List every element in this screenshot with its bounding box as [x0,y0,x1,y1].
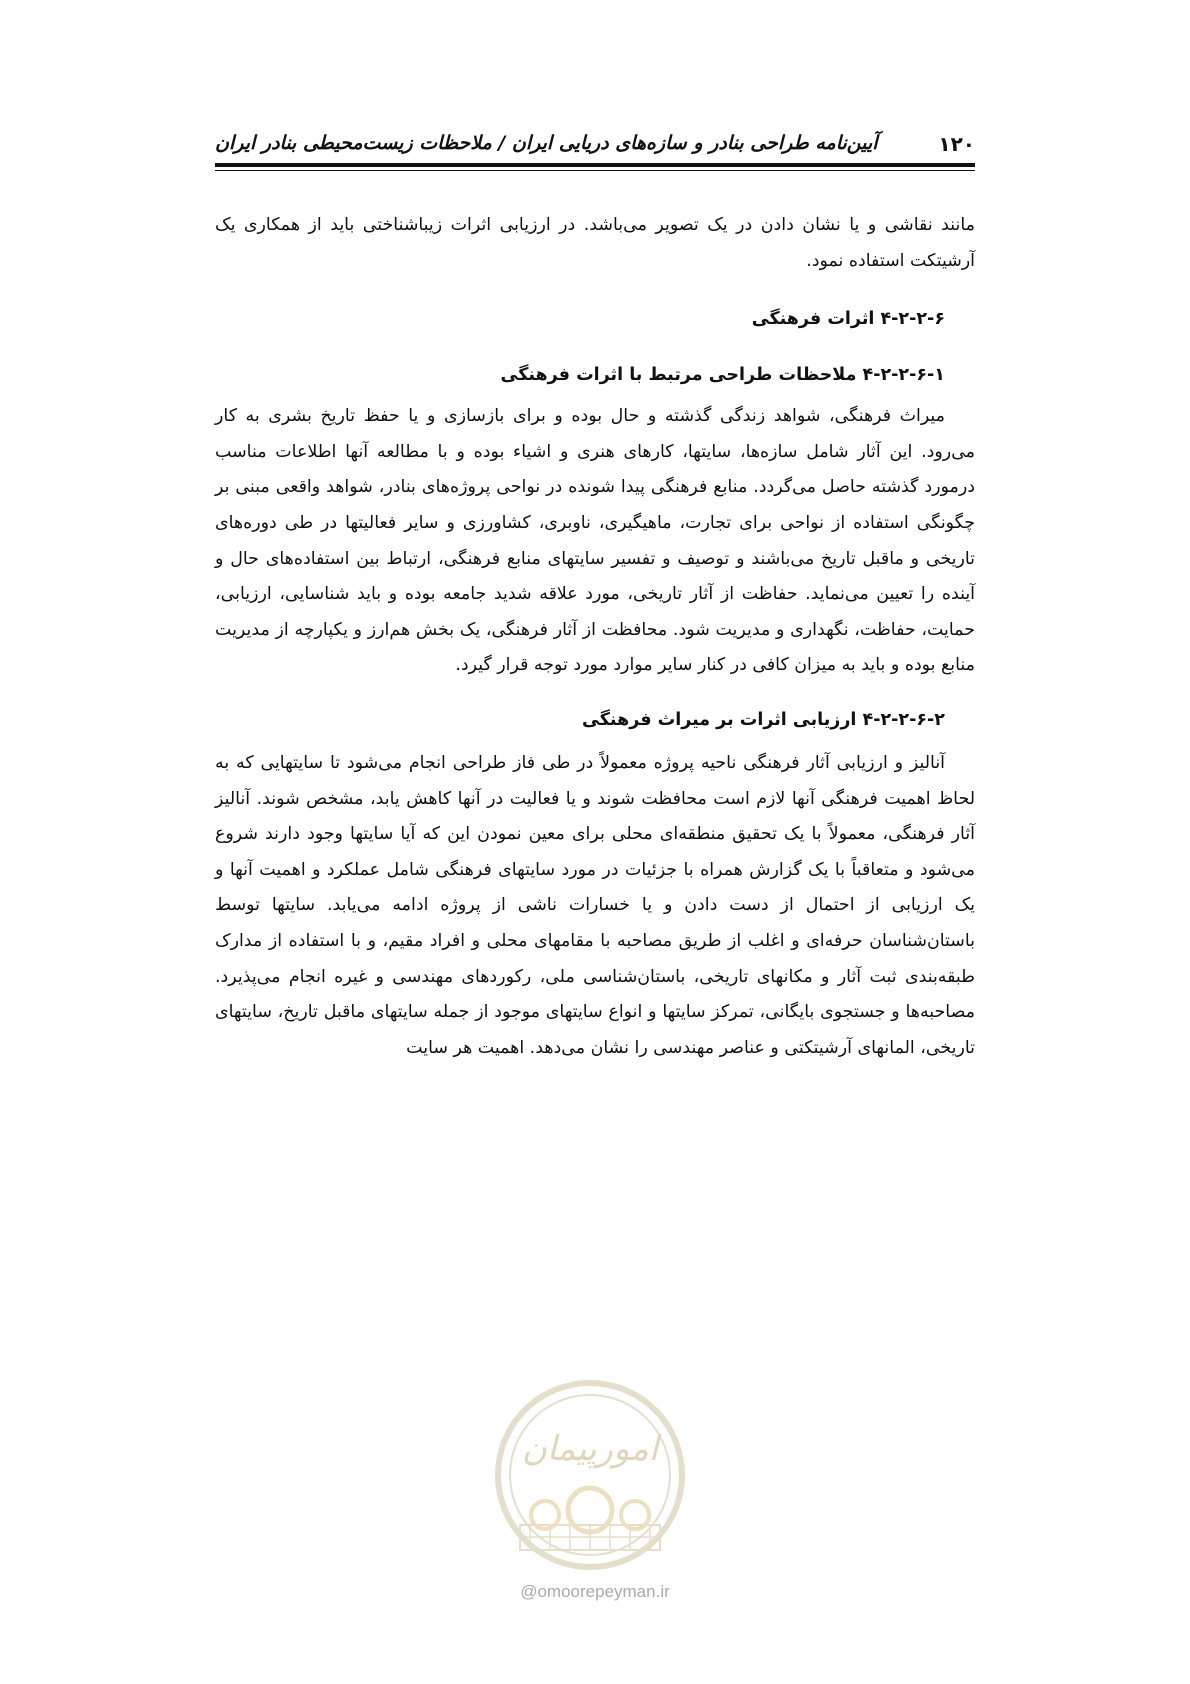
watermark-logo [490,1375,690,1575]
subsection-heading-design-considerations: ۴-۲-۲-۶-۱ ملاحظات طراحی مرتبط با اثرات فرهنگی [500,365,945,386]
page-number: ۱۲۰ [938,132,975,156]
intro-paragraph: مانند نقاشی و یا نشان دادن در یک تصویر می‌باشد. در ارزیابی اثرات زیباشناختی باید از همکاری یک آرشیتکت استفاده نمود. [215,215,975,271]
header-title: آیین‌نامه طراحی بنادر و سازه‌های دریایی ایران / ملاحظات زیست‌محیطی بنادر ایران [215,132,878,154]
watermark-logo-text: امورپیمان [521,1429,659,1469]
header-rule-thin [215,170,975,171]
paragraph-heritage-analysis: آنالیز و ارزیابی آثار فرهنگی ناحیه پروژه معمولاً در طی فاز طراحی انجام می‌شود تا سایتهایی که به لحاظ اهمیت فرهنگی آنها لازم است محافظت شوند و یا فعالیت در آنها کاهش یابد، مشخص شوند. آنالیز آثار فرهنگی، معمولاً با یک تحقیق منطقه‌ای محلی برای معین نمودن این که آیا سایتها وجود دارند شروع می‌شود و متعاقباً با یک گزارش همراه با جزئیات در مورد سایتهای فرهنگی شامل عملکرد و اهمیت آنها و یک ارزیابی از احتمال از دست دادن و یا خسارات ناشی از پروژه ادامه می‌یابد. سایتها توسط باستان‌شناسان حرفه‌ای و اغلب از طریق مصاحبه با مقامهای محلی و افراد مقیم، و با استفاده از مدارک طبقه‌بندی ثبت آثار و مکانهای تاریخی، باستان‌شناسی ملی، رکوردهای مهندسی و غیره انجام می‌پذیرد. مصاحبه‌ها و جستجوی بایگانی، تمرکز سایتها و انواع سایتهای موجود از جمله سایتهای ماقبل تاریخ، سایتهای تاریخی، المانهای آرشیتکتی و عناصر مهندسی را نشان می‌دهد. اهمیت هر سایت [215,752,975,1058]
body-content [215,208,975,1066]
paragraph-cultural-heritage: میراث فرهنگی، شواهد زندگی گذشته و حال بوده و برای بازسازی و یا حفظ تاریخ بشری به کار می‌رود. این آثار شامل سازه‌ها، سایتها، کارهای هنری و اشیاء بوده و با مطالعه آنها اطلاعات مناسب درمورد گذشته حاصل می‌گردد. منابع فرهنگی پیدا شونده در نواحی پروژه‌های بنادر، شواهد واقعی مبنی بر چگونگی استفاده از نواحی برای تجارت، ماهیگیری، ناوبری، کشاورزی و سایر فعالیتها در طی دوره‌های تاریخی و ماقبل تاریخ می‌باشند و توصیف و تفسیر سایتهای منابع فرهنگی، ارتباط بین استفاده‌های حال و آینده را تعیین می‌نماید. حفاظت از آثار تاریخی، مورد علاقه شدید جامعه بوده و باید شناسایی، ارزیابی، حمایت، حفاظت، نگهداری و مدیریت شود. محافظت از آثار فرهنگی، یک بخش هم‌ارز و یکپارچه از مدیریت منابع بوده و باید به میزان کافی در کنار سایر موارد مورد توجه قرار گیرد. [215,406,975,676]
section-heading-cultural-effects: ۴-۲-۲-۶ اثرات فرهنگی [751,309,945,330]
watermark-url: @omoorepeyman.ir [520,1582,670,1601]
running-header [215,128,975,162]
header-rule-thick [215,163,975,167]
subsection-heading-heritage-assessment: ۴-۲-۲-۶-۲ ارزیابی اثرات بر میراث فرهنگی [582,709,945,730]
